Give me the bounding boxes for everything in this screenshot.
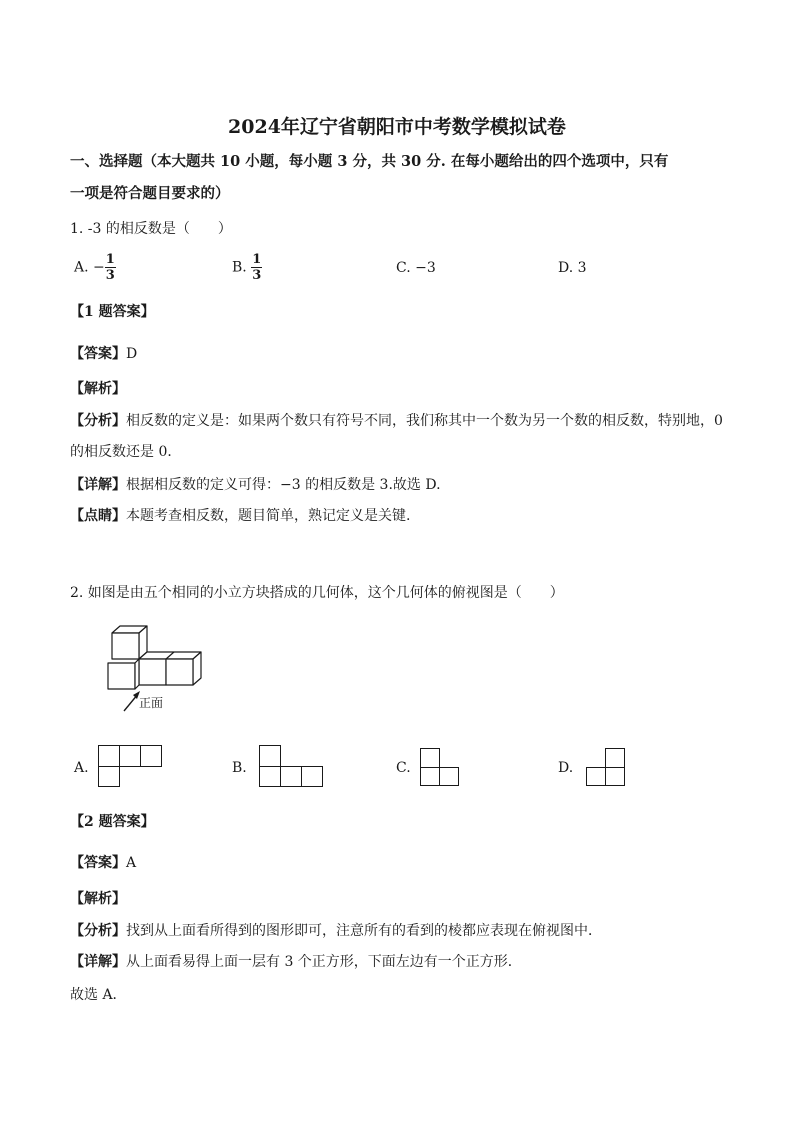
page-title: 2024年辽宁省朝阳市中考数学模拟试卷 — [228, 116, 566, 138]
q1-dianjing-tag: 【点睛】 — [70, 508, 126, 524]
q1-option-a-numerator: 1 — [105, 252, 115, 267]
row-cube-3 — [166, 659, 193, 685]
q1-fenxi-line1 — [70, 410, 723, 430]
q2-answer-tag: 【答案】 — [70, 855, 126, 871]
q1-option-b-letter: B. — [232, 259, 247, 276]
q1-option-c[interactable] — [396, 260, 436, 276]
q2-option-c-letter[interactable]: C. — [396, 760, 411, 776]
q2-option-d-letter[interactable]: D. — [558, 760, 574, 776]
q1-option-a-denominator: 3 — [105, 268, 115, 283]
q2-option-a-figure[interactable] — [98, 745, 162, 787]
q1-xiangjie-line — [70, 474, 441, 494]
q1-fenxi-text1: 相反数的定义是：如果两个数只有符号不同，我们称其中一个数为另一个数的相反数，特别地，0 — [126, 413, 723, 429]
q1-option-a[interactable] — [74, 252, 116, 283]
q2-fenxi-line — [70, 920, 602, 940]
q1-fenxi-line2: 的相反数还是 0． — [70, 444, 182, 460]
q1-option-d[interactable] — [558, 260, 587, 276]
q2-xiangjie-text: 从上面看易得上面一层有 3 个正方形，下面左边有一个正方形． — [126, 954, 522, 970]
q1-dianjing-text: 本题考查相反数，题目简单，熟记定义是关键. — [126, 508, 411, 524]
q1-answer-value: D — [126, 346, 138, 362]
q1-analysis-header: 【解析】 — [70, 381, 126, 397]
q1-option-c-letter: C. — [396, 260, 411, 276]
q1-option-b-fraction — [251, 252, 262, 283]
q2-option-a-letter[interactable]: A. — [74, 760, 89, 776]
q1-option-b-denominator: 3 — [252, 268, 262, 283]
q1-option-b[interactable] — [232, 252, 262, 283]
q1-answer-header: 【1 题答案】 — [70, 304, 155, 320]
cube-top-front — [112, 633, 139, 659]
front-cube-side — [135, 659, 139, 689]
q1-option-a-sign: − — [93, 259, 105, 276]
q2-fenxi-text: 找到从上面看所得到的图形即可，注意所有的看到的棱都应表现在俯视图中． — [126, 923, 602, 939]
q2-xiangjie-line — [70, 951, 522, 971]
q1-option-a-letter: A. — [74, 259, 89, 276]
q1-stem: 1. -3 的相反数是（ ） — [70, 221, 232, 237]
q2-conclusion: 故选 A． — [70, 987, 127, 1003]
q1-answer-line — [70, 343, 137, 363]
section-heading-line2: 一项是符合题目要求的） — [70, 185, 230, 202]
q1-option-b-numerator: 1 — [252, 252, 262, 267]
q2-answer-value: A — [126, 855, 137, 871]
q1-dianjing-line — [70, 505, 410, 525]
q2-option-d-figure[interactable] — [586, 748, 626, 786]
q1-fenxi-tag: 【分析】 — [70, 413, 126, 429]
q2-analysis-header: 【解析】 — [70, 891, 126, 907]
q2-cube-figure — [100, 625, 210, 715]
q2-stem: 2. 如图是由五个相同的小立方块搭成的几何体，这个几何体的俯视图是（ ） — [70, 585, 564, 601]
front-cube — [108, 663, 135, 689]
q2-answer-header: 【2 题答案】 — [70, 814, 155, 830]
q2-option-c-figure[interactable] — [420, 748, 460, 786]
q1-option-d-letter: D. — [558, 260, 574, 276]
row-cube-2 — [139, 659, 166, 685]
q1-option-c-value: −3 — [415, 260, 436, 276]
q2-option-b-letter[interactable]: B. — [232, 760, 247, 776]
q1-option-d-value: 3 — [577, 260, 587, 276]
q2-fenxi-tag: 【分析】 — [70, 923, 126, 939]
q2-answer-line — [70, 852, 136, 872]
q1-xiangjie-text: 根据相反数的定义可得：−3 的相反数是 3.故选 D. — [126, 477, 441, 493]
q2-xiangjie-tag: 【详解】 — [70, 954, 126, 970]
q1-option-a-fraction — [105, 252, 116, 283]
q1-answer-tag: 【答案】 — [70, 346, 126, 362]
q1-xiangjie-tag: 【详解】 — [70, 477, 126, 493]
front-label: 正面 — [139, 696, 164, 710]
q2-option-b-figure[interactable] — [259, 745, 323, 787]
section-heading-line1: 一、选择题（本大题共 10 小题，每小题 3 分，共 30 分. 在每小题给出的四个选项中，只有 — [70, 153, 669, 170]
